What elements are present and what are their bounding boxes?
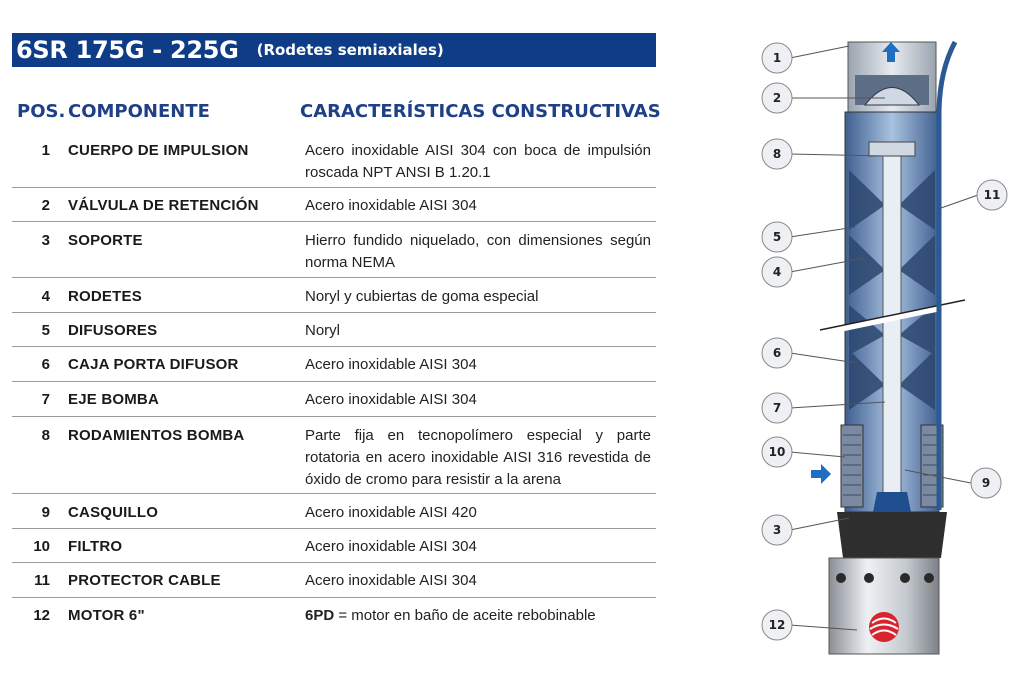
header-pos: POS. [17, 101, 66, 122]
table-row [12, 598, 656, 634]
row-component: CASQUILLO [68, 504, 159, 521]
row-description: Acero inoxidable AISI 304 [305, 572, 477, 589]
table-row [12, 278, 656, 313]
row-component: CUERPO DE IMPULSION [68, 142, 249, 159]
row-description: Noryl y cubiertas de goma especial [305, 288, 539, 305]
callout-12 [762, 610, 792, 640]
callout-5 [762, 222, 792, 252]
table-row [12, 313, 656, 347]
callout-label: 7 [772, 401, 782, 415]
callout-3 [762, 515, 792, 545]
callout-label: 4 [772, 265, 782, 279]
row-description: Parte fija en tecnopolímero especial y parte rotatoria en acero inoxidable AISI 316 revestida de óxido de cromo para resistir a la arena [305, 427, 651, 488]
row-pos: 1 [41, 142, 50, 159]
page-subtitle: (Rodetes semiaxiales) [256, 41, 444, 59]
callout-9 [971, 468, 1001, 498]
row-description: Acero inoxidable AISI 304 [305, 391, 477, 408]
row-component: FILTRO [68, 538, 123, 555]
row-component: CAJA PORTA DIFUSOR [68, 356, 239, 373]
row-pos: 5 [41, 322, 50, 339]
pump-illustration [745, 30, 1010, 660]
table-row [12, 222, 656, 278]
callout-label: 2 [772, 91, 782, 105]
callout-8 [762, 139, 792, 169]
row-pos: 12 [33, 607, 50, 624]
table-row [12, 417, 656, 494]
row-pos: 11 [34, 572, 50, 589]
callout-label: 10 [768, 445, 786, 459]
row-pos: 7 [41, 391, 50, 408]
callout-4 [762, 257, 792, 287]
callout-label: 6 [772, 346, 782, 360]
row-component: EJE BOMBA [68, 391, 159, 408]
motor-description: = motor en baño de aceite rebobinable [334, 607, 596, 624]
row-pos: 8 [41, 427, 50, 444]
table-row [12, 130, 656, 188]
callout-6 [762, 338, 792, 368]
table-row [12, 347, 656, 382]
callout-label: 8 [772, 147, 782, 161]
header-componente: COMPONENTE [68, 101, 210, 122]
cable-guard [939, 42, 955, 510]
callout-11 [977, 180, 1007, 210]
row-pos: 4 [41, 288, 50, 305]
coupling [873, 492, 911, 512]
row-component: SOPORTE [68, 232, 143, 249]
row-pos: 3 [41, 232, 50, 249]
callout-7 [762, 393, 792, 423]
callout-1 [762, 43, 792, 73]
pump-diagram [745, 30, 1010, 660]
inflow-arrow-icon [811, 464, 831, 484]
row-component: PROTECTOR CABLE [68, 572, 221, 589]
callout-2 [762, 83, 792, 113]
row-pos: 2 [41, 197, 50, 214]
row-description: Acero inoxidable AISI 420 [305, 504, 477, 521]
row-description: Acero inoxidable AISI 304 con boca de impulsión roscada NPT ANSI B 1.20.1 [305, 142, 651, 181]
row-component: DIFUSORES [68, 322, 158, 339]
row-pos: 6 [41, 356, 50, 373]
callout-label: 1 [772, 51, 782, 65]
row-component: RODETES [68, 288, 142, 305]
callout-10 [762, 437, 792, 467]
row-component: VÁLVULA DE RETENCIÓN [68, 197, 259, 214]
row-description [305, 605, 651, 627]
row-description: Acero inoxidable AISI 304 [305, 356, 477, 373]
table-row [12, 188, 656, 222]
table-row [12, 494, 656, 529]
title-bar [12, 33, 656, 67]
page-title: 6SR 175G - 225G [16, 36, 239, 64]
row-description: Acero inoxidable AISI 304 [305, 197, 477, 214]
row-pos: 9 [41, 504, 50, 521]
table-row [12, 382, 656, 417]
row-pos: 10 [33, 538, 50, 555]
callout-label: 12 [768, 618, 786, 632]
table-row [12, 529, 656, 563]
row-description: Acero inoxidable AISI 304 [305, 538, 477, 555]
row-description: Hierro fundido niquelado, con dimensiones según norma NEMA [305, 232, 651, 271]
pump-bearing [869, 142, 915, 156]
table-row [12, 563, 656, 598]
header-caracteristicas: CARACTERÍSTICAS CONSTRUCTIVAS [300, 101, 661, 122]
callout-label: 11 [983, 188, 1001, 202]
callout-label: 5 [772, 230, 782, 244]
callout-label: 9 [981, 476, 991, 490]
row-component: RODAMIENTOS BOMBA [68, 427, 245, 444]
row-description: Noryl [305, 322, 341, 339]
row-component: MOTOR 6" [68, 607, 145, 624]
callout-label: 3 [772, 523, 782, 537]
support-bracket [837, 512, 947, 558]
motor-code: 6PD [305, 607, 335, 624]
components-table [12, 130, 656, 634]
